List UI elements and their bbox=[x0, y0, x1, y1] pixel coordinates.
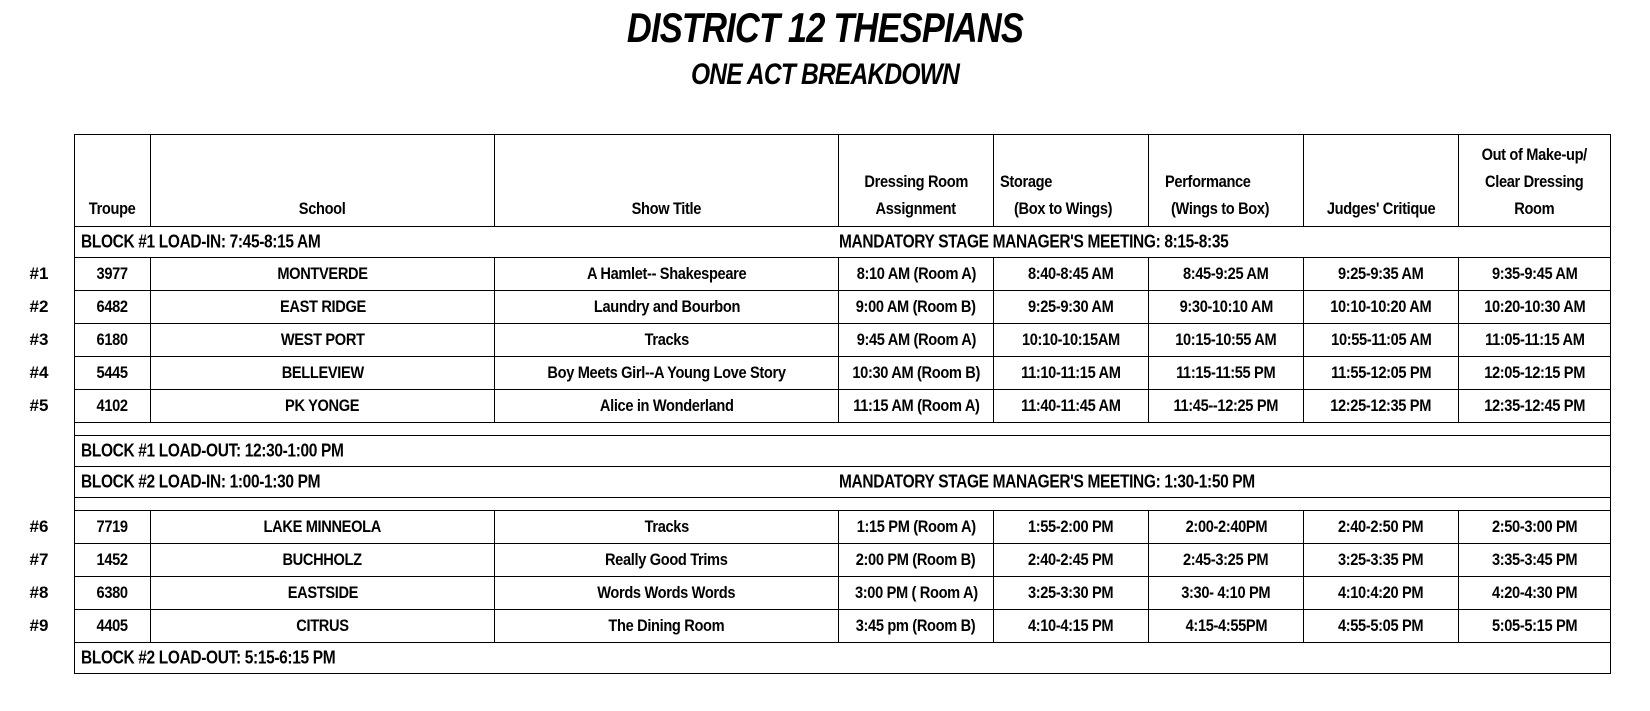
block2-meeting-label: MANDATORY STAGE MANAGER'S MEETING: 1:30-1:50 PM bbox=[839, 471, 1255, 492]
row-number: #9 bbox=[29, 616, 49, 635]
block2-loadout-row bbox=[75, 643, 1611, 674]
block1-loadin-label: BLOCK #1 LOAD-IN: 7:45-8:15 AM bbox=[81, 231, 321, 252]
row-number: #2 bbox=[29, 297, 49, 316]
table-row: 7719 LAKE MINNEOLA Tracks 1:15 PM (Room A) 1:55-2:00 PM 2:00-2:40PM 2:40-2:50 PM 2:50-3:00 PM bbox=[75, 511, 1611, 544]
header-school: School bbox=[151, 135, 495, 227]
spacer-row bbox=[75, 498, 1611, 511]
document-title: DISTRICT 12 THESPIANS bbox=[626, 4, 1024, 51]
row-number: #4 bbox=[29, 363, 49, 382]
block1-loadout-row bbox=[75, 436, 1611, 467]
block2-loadin-row bbox=[75, 467, 1611, 498]
table-row: 4102 PK YONGE Alice in Wonderland 11:15 AM (Room A) 11:40-11:45 AM 11:45--12:25 PM 12:25-12:35 PM 12:35-12:45 PM bbox=[75, 390, 1611, 423]
header-row bbox=[75, 135, 1611, 227]
spacer-row bbox=[75, 423, 1611, 436]
table-row: 3977 MONTVERDE A Hamlet-- Shakespeare 8:10 AM (Room A) 8:40-8:45 AM 8:45-9:25 AM 9:25-9:35 AM 9:35-9:45 AM bbox=[75, 258, 1611, 291]
row-number: #1 bbox=[29, 264, 49, 283]
header-makeup: Out of Make-up/ Clear Dressing Room bbox=[1459, 135, 1611, 227]
header-performance: Performance (Wings to Box) bbox=[1149, 135, 1304, 227]
row-number: #5 bbox=[29, 396, 49, 415]
table-row: 6482 EAST RIDGE Laundry and Bourbon 9:00 AM (Room B) 9:25-9:30 AM 9:30-10:10 AM 10:10-10:20 AM 10:20-10:30 AM bbox=[75, 291, 1611, 324]
document-subtitle: ONE ACT BREAKDOWN bbox=[690, 58, 960, 91]
table-row: 4405 CITRUS The Dining Room 3:45 pm (Room B) 4:10-4:15 PM 4:15-4:55PM 4:55-5:05 PM 5:05-5:15 PM bbox=[75, 610, 1611, 643]
header-show-title: Show Title bbox=[495, 135, 839, 227]
header-storage: Storage (Box to Wings) bbox=[994, 135, 1149, 227]
schedule-table bbox=[74, 134, 1611, 674]
block2-loadin-label: BLOCK #2 LOAD-IN: 1:00-1:30 PM bbox=[81, 471, 321, 492]
table-row: 6180 WEST PORT Tracks 9:45 AM (Room A) 10:10-10:15AM 10:15-10:55 AM 10:55-11:05 AM 11:05-11:15 AM bbox=[75, 324, 1611, 357]
row-number: #3 bbox=[29, 330, 49, 349]
header-judges-critique: Judges' Critique bbox=[1304, 135, 1459, 227]
row-number: #8 bbox=[29, 583, 49, 602]
row-number: #6 bbox=[29, 517, 49, 536]
header-dressing-room: Dressing Room Assignment bbox=[839, 135, 994, 227]
block1-loadout-label: BLOCK #1 LOAD-OUT: 12:30-1:00 PM bbox=[81, 440, 344, 461]
table-row: 1452 BUCHHOLZ Really Good Trims 2:00 PM (Room B) 2:40-2:45 PM 2:45-3:25 PM 3:25-3:35 PM 3:35-3:45 PM bbox=[75, 544, 1611, 577]
block2-loadout-label: BLOCK #2 LOAD-OUT: 5:15-6:15 PM bbox=[81, 647, 336, 668]
block1-loadin-row bbox=[75, 227, 1611, 258]
block1-meeting-label: MANDATORY STAGE MANAGER'S MEETING: 8:15-8:35 bbox=[839, 231, 1229, 252]
table-row: 5445 BELLEVIEW Boy Meets Girl--A Young Love Story 10:30 AM (Room B) 11:10-11:15 AM 11:15-11:55 PM 11:55-12:05 PM 12:05-12:15 PM bbox=[75, 357, 1611, 390]
header-troupe: Troupe bbox=[75, 135, 151, 227]
table-row: 6380 EASTSIDE Words Words Words 3:00 PM ( Room A) 3:25-3:30 PM 3:30- 4:10 PM 4:10:4:20 PM 4:20-4:30 PM bbox=[75, 577, 1611, 610]
row-number: #7 bbox=[29, 550, 49, 569]
